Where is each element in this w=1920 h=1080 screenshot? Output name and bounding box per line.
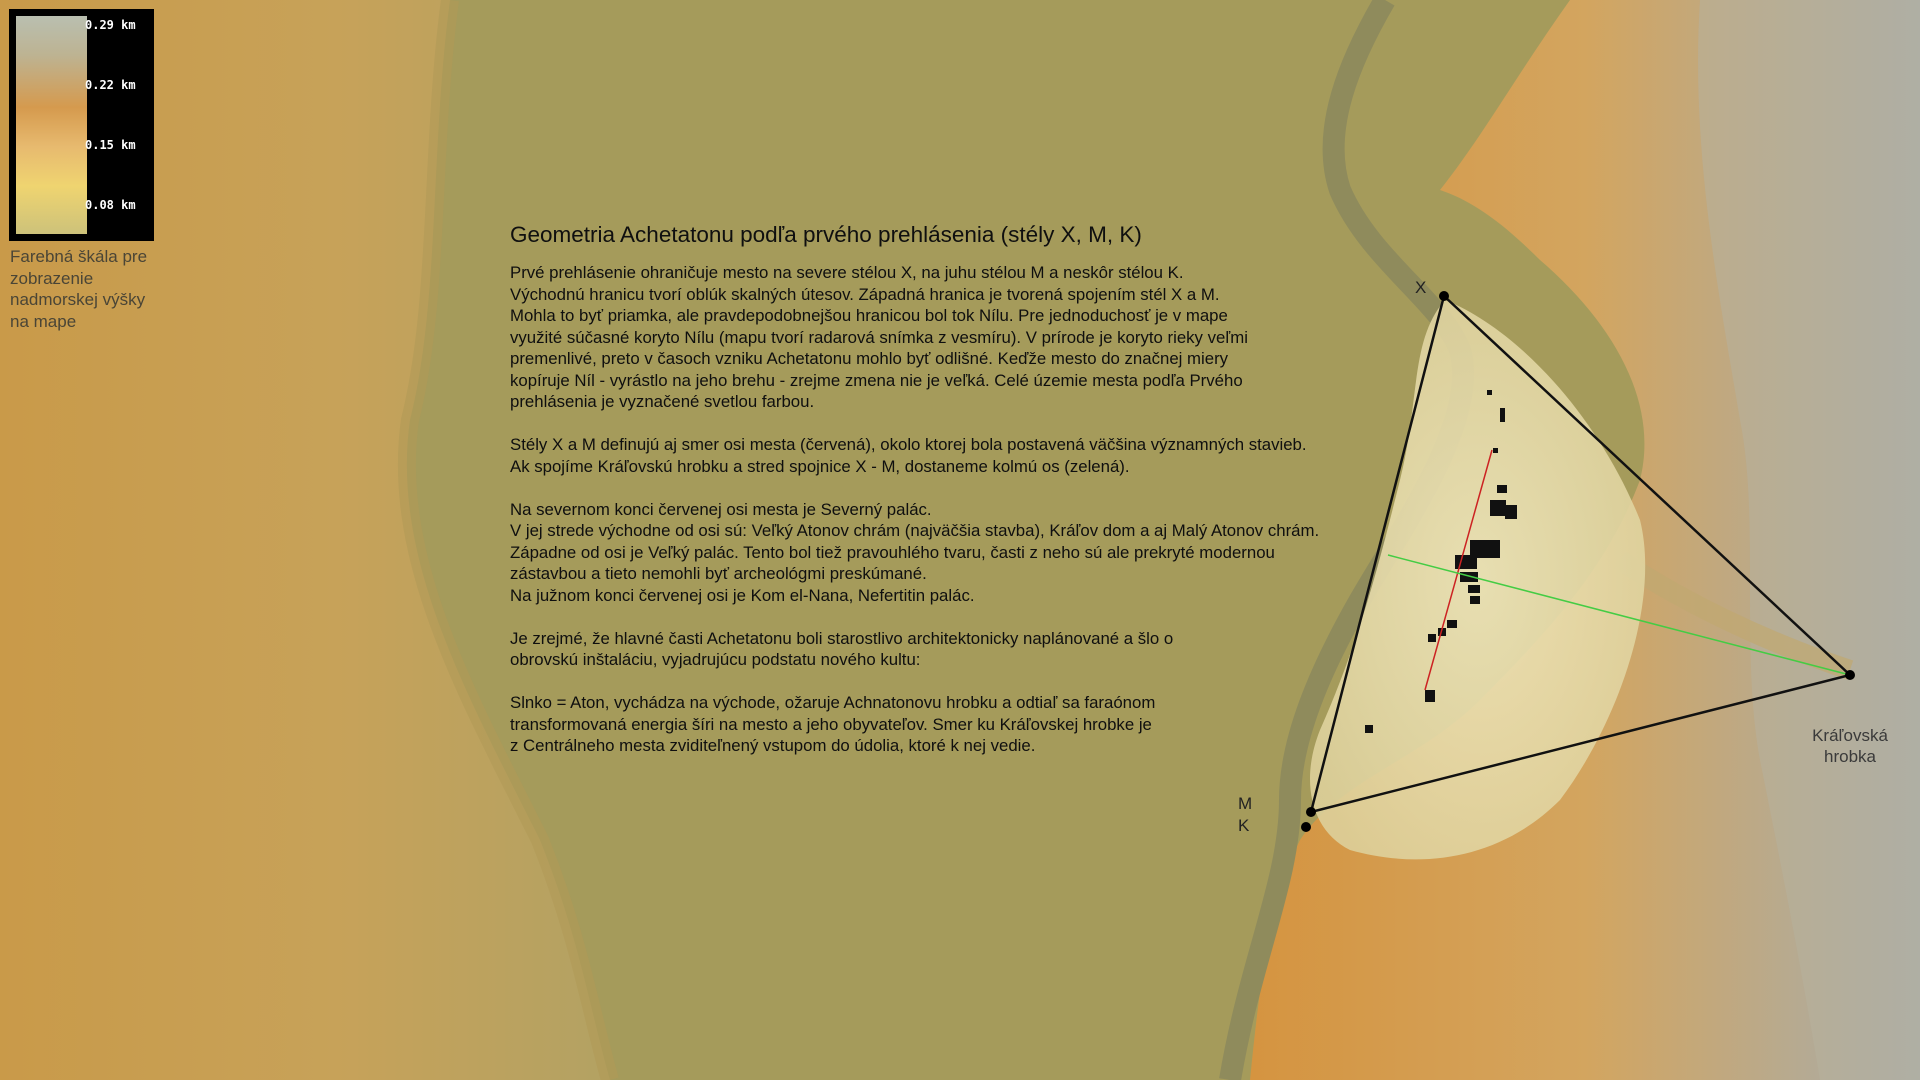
- stela-k-marker: [1301, 822, 1311, 832]
- text-line: zástavbou a tieto nemohli byť archeológmi preskúmané.: [510, 564, 927, 583]
- legend-tick: 0.22 km: [85, 78, 136, 92]
- stela-k-label: K: [1238, 816, 1250, 835]
- paragraph-3: [510, 499, 1390, 607]
- text-line: kopíruje Níl - vyrástlo na jeho brehu - zrejme zmena nie je veľká. Celé územie mesta podľa Prvého: [510, 370, 1243, 390]
- text-line: Stély X a M definujú aj smer osi mesta (červená), okolo ktorej bola postavená väčšina významných stavieb.: [510, 435, 1307, 454]
- royal-tomb-marker: [1845, 670, 1855, 680]
- legend-caption-line: Farebná škála pre: [10, 247, 148, 266]
- description-panel: [510, 220, 1390, 778]
- text-line: z Centrálneho mesta zviditeľnený vstupom do údolia, ktoré k nej vedie.: [510, 736, 1036, 755]
- text-line: transformovaná energia šíri na mesto a jeho obyvateľov. Smer ku Kráľovskej hrobke je: [510, 714, 1152, 734]
- stela-m-label: M: [1238, 794, 1253, 813]
- legend-caption-line: nadmorskej výšky: [10, 290, 146, 309]
- legend-tick: 0.08 km: [85, 198, 136, 212]
- text-line: Prvé prehlásenie ohraničuje mesto na severe stélou X, na juhu stélou M a neskôr stélou K.: [510, 263, 1184, 282]
- text-line: premenlivé, preto v časoch vzniku Achetatonu mohlo byť odlišné. Keďže mesto do značnej miery: [510, 349, 1229, 368]
- text-line: Západne od osi je Veľký palác. Tento bol tiež pravouhlého tvaru, časti z neho sú ale prekryté modernou: [510, 542, 1275, 562]
- legend-caption-line: na mape: [10, 311, 77, 331]
- text-line: využité súčasné koryto Nílu (mapu tvorí radarová snímka z vesmíru). V prírode je koryto rieky veľmi: [510, 327, 1248, 347]
- text-line: V jej strede východne od osi sú: Veľký Atonov chrám (najväčšia stavba), Kráľov dom a aj Malý Atonov chrám.: [510, 521, 1320, 540]
- text-line: Ak spojíme Kráľovskú hrobku a stred spojnice X - M, dostaneme kolmú os (zelená).: [510, 456, 1130, 476]
- stela-x-marker: [1439, 291, 1449, 301]
- paragraph-5: [510, 692, 1390, 757]
- text-line: Východnú hranicu tvorí oblúk skalných útesov. Západná hranica je tvorená spojením stél X a M.: [510, 284, 1220, 304]
- page-title: Geometria Achetatonu podľa prvého prehlásenia (stély X, M, K): [510, 222, 1142, 247]
- royal-tomb-label-line: Kráľovská: [1812, 726, 1888, 745]
- legend-tick: 0.15 km: [85, 138, 136, 152]
- paragraph-2: [510, 434, 1390, 477]
- royal-tomb-label-line: hrobka: [1824, 747, 1876, 766]
- elevation-legend: [9, 9, 154, 241]
- legend-caption-line: zobrazenie: [10, 268, 94, 288]
- paragraph-1: [510, 262, 1390, 413]
- legend-caption: [10, 246, 175, 332]
- text-line: Na južnom konci červenej osi je Kom el-Nana, Nefertitin palác.: [510, 585, 975, 605]
- text-line: Na severnom konci červenej osi mesta je Severný palác.: [510, 499, 932, 519]
- text-line: Mohla to byť priamka, ale pravdepodobnejšou hranicou bol tok Nílu. Pre jednoduchosť je v mape: [510, 306, 1228, 325]
- paragraph-4: [510, 628, 1390, 671]
- text-line: Slnko = Aton, vychádza na východe, ožaruje Achnatonovu hrobku a odtiaľ sa faraónom: [510, 693, 1156, 712]
- stela-m-marker: [1306, 807, 1316, 817]
- text-line: prehlásenia je vyznačené svetlou farbou.: [510, 392, 815, 411]
- elevation-color-scale: [16, 16, 87, 234]
- royal-tomb-label: [1800, 725, 1900, 767]
- text-line: obrovskú inštaláciu, vyjadrujúcu podstatu nového kultu:: [510, 650, 921, 669]
- legend-tick: 0.29 km: [85, 18, 136, 32]
- stela-x-label: X: [1415, 278, 1427, 297]
- text-line: Je zrejmé, že hlavné časti Achetatonu boli starostlivo architektonicky naplánované a šlo o: [510, 628, 1174, 648]
